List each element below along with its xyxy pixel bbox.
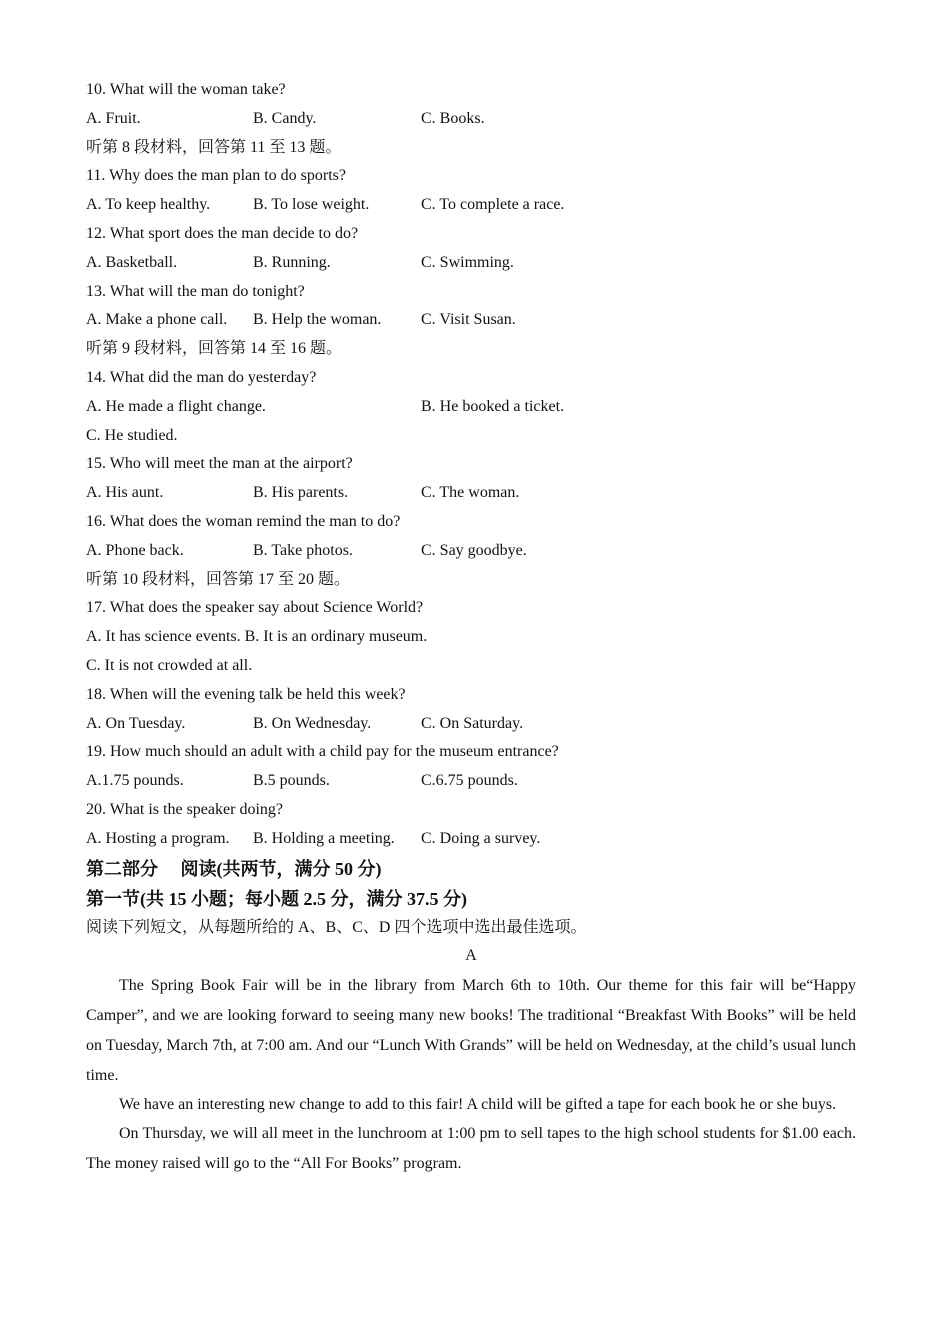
section-heading: 第一节(共 15 小题；每小题 2.5 分，满分 37.5 分) (86, 888, 467, 909)
option-b: B.5 pounds. (253, 772, 330, 790)
question-20: 20. What is the speaker doing? (86, 800, 283, 818)
option-b: B. He booked a ticket. (421, 397, 565, 415)
option-c: C. On Saturday. (421, 714, 524, 732)
question-12: 12. What sport does the man decide to do? (86, 224, 359, 242)
section-instruction-10: 听第 10 段材料，回答第 17 至 20 题。 (86, 570, 351, 588)
options-11 (86, 191, 856, 220)
option-b: B. His parents. (253, 484, 349, 502)
passage-paragraph: The Spring Book Fair will be in the library from March 6th to 10th. Our theme for this fair will be“Happy Camper”, and we are looking forward to seeing many new books! The traditional “Breakfast With Books” will be held on Tuesday, March 7th, at 7:00 am. And our “Lunch With Grands” will be held on Wednesday, at the child’s usual lunch time. (86, 977, 856, 1085)
option-a: A. It has science events. (86, 628, 241, 646)
option-a: A. Phone back. (86, 541, 184, 559)
options-12 (86, 249, 856, 278)
option-a: A. His aunt. (86, 484, 164, 502)
option-a: A.1.75 pounds. (86, 772, 184, 790)
option-a: A. Fruit. (86, 109, 141, 127)
question-17: 17. What does the speaker say about Science World? (86, 599, 424, 617)
option-c: C. The woman. (421, 484, 520, 502)
options-10 (86, 105, 856, 134)
option-c: C. Visit Susan. (421, 311, 516, 329)
option-c: C. He studied. (86, 426, 178, 444)
question-16: 16. What does the woman remind the man to do? (86, 512, 401, 530)
option-b: B. Running. (253, 253, 331, 271)
option-b: B. On Wednesday. (253, 714, 372, 732)
options-17 (86, 623, 856, 652)
options-19 (86, 767, 856, 796)
section-instruction-9: 听第 9 段材料，回答第 14 至 16 题。 (86, 340, 343, 358)
options-16 (86, 537, 856, 566)
passage-label: A (465, 947, 477, 965)
option-b: B. Help the woman. (253, 311, 382, 329)
option-c: C. Books. (421, 109, 485, 127)
question-13: 13. What will the man do tonight? (86, 282, 305, 300)
option-b: B. It is an ordinary museum. (244, 628, 428, 646)
option-c: C.6.75 pounds. (421, 772, 518, 790)
option-a: A. Hosting a program. (86, 829, 230, 847)
question-14: 14. What did the man do yesterday? (86, 368, 317, 386)
option-c: C. Swimming. (421, 253, 514, 271)
option-b: B. Candy. (253, 109, 317, 127)
question-11: 11. Why does the man plan to do sports? (86, 167, 346, 185)
options-15 (86, 479, 856, 508)
options-18 (86, 710, 856, 739)
option-a: A. Make a phone call. (86, 311, 228, 329)
question-19: 19. How much should an adult with a child pay for the museum entrance? (86, 743, 559, 761)
exam-page (86, 76, 856, 1179)
option-a: A. On Tuesday. (86, 714, 186, 732)
question-18: 18. When will the evening talk be held this week? (86, 685, 406, 703)
options-13 (86, 306, 856, 335)
option-a: A. Basketball. (86, 253, 178, 271)
passage-paragraph: We have an interesting new change to add to this fair! A child will be gifted a tape for each book he or she buys. (119, 1096, 837, 1114)
reading-instruction: 阅读下列短文，从每题所给的 A、B、C、D 四个选项中选出最佳选项。 (86, 918, 587, 936)
option-b: B. To lose weight. (253, 196, 370, 214)
question-10: 10. What will the woman take? (86, 81, 286, 98)
option-b: B. Holding a meeting. (253, 829, 395, 847)
passage-paragraph: On Thursday, we will all meet in the lunchroom at 1:00 pm to sell tapes to the high school students for $1.00 each. The money raised will go to the “All For Books” program. (86, 1125, 856, 1173)
option-b: B. Take photos. (253, 541, 353, 559)
option-c: C. Doing a survey. (421, 829, 541, 847)
option-c: C. It is not crowded at all. (86, 656, 253, 674)
option-c: C. Say goodbye. (421, 541, 527, 559)
option-a: A. He made a flight change. (86, 397, 266, 415)
section-instruction-8: 听第 8 段材料，回答第 11 至 13 题。 (86, 138, 342, 156)
options-20 (86, 825, 856, 854)
options-14 (86, 393, 856, 422)
option-a: A. To keep healthy. (86, 196, 211, 214)
part-heading: 第二部分 阅读(共两节，满分 50 分) (86, 858, 382, 879)
question-15: 15. Who will meet the man at the airport? (86, 455, 353, 473)
option-c: C. To complete a race. (421, 196, 565, 214)
